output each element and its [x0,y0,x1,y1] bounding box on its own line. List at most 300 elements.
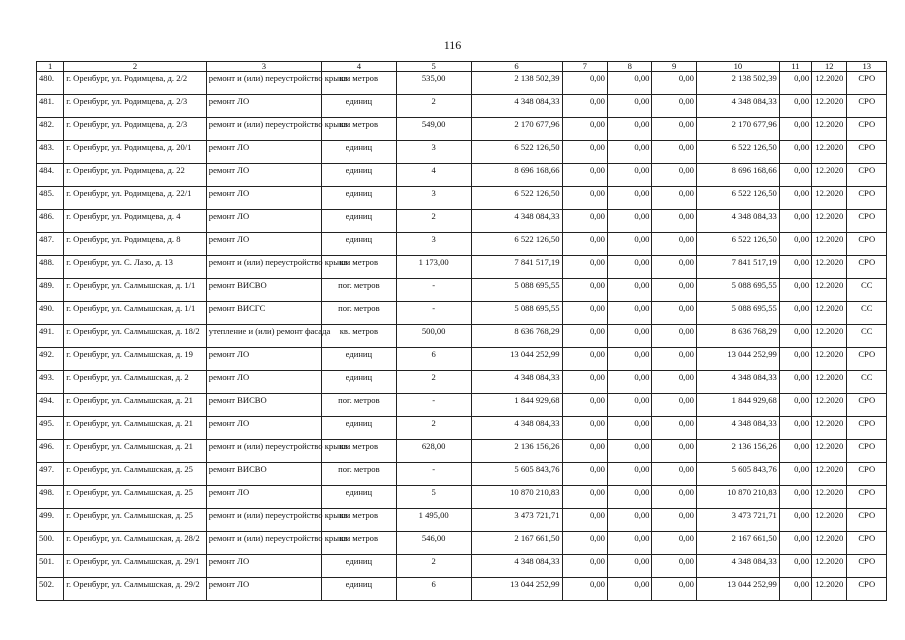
cell-cost-other: 0,00 [779,486,811,509]
cell-method: СРО [847,532,887,555]
cell-cost-other: 0,00 [779,210,811,233]
cell-cost-budget-2: 0,00 [652,279,696,302]
cell-unit: единиц [322,187,397,210]
cell-deadline: 12.2020 [812,578,847,601]
cell-deadline: 12.2020 [812,348,847,371]
cell-row-number: 483. [37,141,64,164]
cell-row-number: 495. [37,417,64,440]
cell-address: г. Оренбург, ул. Салмышская, д. 25 [64,509,207,532]
cell-cost-budget-2: 0,00 [652,463,696,486]
cell-cost-budget-1: 0,00 [607,532,651,555]
cell-work-type: ремонт ВИСВО [206,394,321,417]
cell-row-number: 484. [37,164,64,187]
cell-cost-budget-2: 0,00 [652,118,696,141]
cell-total-cost: 6 522 126,50 [471,187,562,210]
cell-quantity: 2 [396,371,471,394]
cell-quantity: 535,00 [396,72,471,95]
cell-row-number: 500. [37,532,64,555]
cell-cost-other: 0,00 [779,95,811,118]
cell-cost-budget-1: 0,00 [607,486,651,509]
data-table [36,61,887,601]
cell-work-type: ремонт ЛО [206,164,321,187]
cell-deadline: 12.2020 [812,233,847,256]
cell-quantity: 6 [396,578,471,601]
cell-row-number: 481. [37,95,64,118]
cell-cost-fund: 0,00 [562,118,607,141]
cell-cost-fund: 0,00 [562,95,607,118]
cell-total-cost: 4 348 084,33 [471,417,562,440]
cell-work-type: ремонт ЛО [206,233,321,256]
cell-cost-owners: 2 170 677,96 [696,118,779,141]
cell-row-number: 501. [37,555,64,578]
cell-address: г. Оренбург, ул. Салмышская, д. 21 [64,417,207,440]
cell-cost-fund: 0,00 [562,348,607,371]
cell-cost-budget-1: 0,00 [607,141,651,164]
cell-cost-fund: 0,00 [562,302,607,325]
cell-total-cost: 4 348 084,33 [471,371,562,394]
cell-total-cost: 1 844 929,68 [471,394,562,417]
cell-quantity: 546,00 [396,532,471,555]
cell-cost-owners: 6 522 126,50 [696,187,779,210]
table-row [37,279,887,302]
cell-cost-other: 0,00 [779,164,811,187]
cell-address: г. Оренбург, ул. Салмышская, д. 28/2 [64,532,207,555]
column-header-4: 4 [322,62,397,72]
cell-cost-budget-1: 0,00 [607,578,651,601]
cell-work-type: ремонт ВИСВО [206,463,321,486]
cell-unit: пог. метров [322,279,397,302]
cell-unit: единиц [322,95,397,118]
cell-method: СРО [847,486,887,509]
cell-unit: кв. метров [322,532,397,555]
cell-cost-owners: 7 841 517,19 [696,256,779,279]
cell-cost-other: 0,00 [779,578,811,601]
cell-total-cost: 2 138 502,39 [471,72,562,95]
cell-work-type: ремонт ЛО [206,578,321,601]
cell-method: СС [847,302,887,325]
cell-cost-owners: 2 136 156,26 [696,440,779,463]
cell-cost-owners: 10 870 210,83 [696,486,779,509]
cell-row-number: 491. [37,325,64,348]
cell-method: СРО [847,141,887,164]
cell-quantity: 5 [396,486,471,509]
cell-cost-owners: 4 348 084,33 [696,555,779,578]
cell-quantity: 6 [396,348,471,371]
cell-cost-owners: 3 473 721,71 [696,509,779,532]
cell-cost-budget-1: 0,00 [607,233,651,256]
cell-total-cost: 7 841 517,19 [471,256,562,279]
cell-work-type: ремонт ЛО [206,348,321,371]
cell-unit: кв. метров [322,509,397,532]
cell-cost-fund: 0,00 [562,72,607,95]
cell-total-cost: 4 348 084,33 [471,210,562,233]
cell-cost-budget-1: 0,00 [607,463,651,486]
cell-quantity: 2 [396,95,471,118]
column-header-7: 7 [562,62,607,72]
cell-cost-owners: 8 636 768,29 [696,325,779,348]
cell-cost-fund: 0,00 [562,187,607,210]
column-header-2: 2 [64,62,207,72]
cell-address: г. Оренбург, ул. Салмышская, д. 18/2 [64,325,207,348]
page-number: 116 [443,38,462,52]
cell-cost-owners: 5 605 843,76 [696,463,779,486]
cell-quantity: 3 [396,141,471,164]
cell-cost-other: 0,00 [779,256,811,279]
cell-cost-budget-2: 0,00 [652,325,696,348]
cell-work-type: ремонт ВИСВО [206,279,321,302]
cell-cost-budget-1: 0,00 [607,555,651,578]
column-header-3: 3 [206,62,321,72]
table-row [37,118,887,141]
cell-cost-owners: 2 167 661,50 [696,532,779,555]
cell-cost-other: 0,00 [779,532,811,555]
cell-unit: единиц [322,486,397,509]
table-row [37,187,887,210]
cell-cost-fund: 0,00 [562,141,607,164]
cell-quantity: 3 [396,233,471,256]
cell-unit: пог. метров [322,463,397,486]
cell-address: г. Оренбург, ул. Родимцева, д. 20/1 [64,141,207,164]
cell-work-type: ремонт ЛО [206,555,321,578]
cell-row-number: 498. [37,486,64,509]
cell-deadline: 12.2020 [812,417,847,440]
cell-cost-owners: 1 844 929,68 [696,394,779,417]
cell-cost-owners: 13 044 252,99 [696,348,779,371]
cell-row-number: 487. [37,233,64,256]
cell-cost-fund: 0,00 [562,233,607,256]
cell-cost-other: 0,00 [779,118,811,141]
cell-work-type: ремонт и (или) переустройство крыши [206,72,321,95]
cell-work-type: ремонт ЛО [206,486,321,509]
cell-deadline: 12.2020 [812,187,847,210]
cell-unit: кв. метров [322,256,397,279]
cell-deadline: 12.2020 [812,394,847,417]
cell-cost-fund: 0,00 [562,509,607,532]
cell-cost-budget-2: 0,00 [652,486,696,509]
cell-total-cost: 8 636 768,29 [471,325,562,348]
cell-address: г. Оренбург, ул. Салмышская, д. 29/1 [64,555,207,578]
cell-cost-other: 0,00 [779,187,811,210]
cell-cost-budget-2: 0,00 [652,95,696,118]
cell-quantity: 3 [396,187,471,210]
cell-cost-budget-2: 0,00 [652,532,696,555]
cell-row-number: 480. [37,72,64,95]
cell-cost-other: 0,00 [779,302,811,325]
cell-cost-budget-1: 0,00 [607,371,651,394]
cell-method: СРО [847,394,887,417]
cell-cost-other: 0,00 [779,509,811,532]
cell-cost-owners: 6 522 126,50 [696,233,779,256]
cell-total-cost: 13 044 252,99 [471,578,562,601]
cell-unit: единиц [322,578,397,601]
cell-cost-other: 0,00 [779,463,811,486]
cell-row-number: 502. [37,578,64,601]
cell-unit: кв. метров [322,440,397,463]
column-header-5: 5 [396,62,471,72]
table-row [37,95,887,118]
column-header-12: 12 [812,62,847,72]
column-header-1: 1 [37,62,64,72]
cell-address: г. Оренбург, ул. С. Лазо, д. 13 [64,256,207,279]
cell-cost-fund: 0,00 [562,417,607,440]
cell-address: г. Оренбург, ул. Салмышская, д. 25 [64,463,207,486]
cell-row-number: 488. [37,256,64,279]
cell-cost-owners: 4 348 084,33 [696,371,779,394]
table-row [37,440,887,463]
cell-deadline: 12.2020 [812,509,847,532]
cell-address: г. Оренбург, ул. Родимцева, д. 22 [64,164,207,187]
column-header-6: 6 [471,62,562,72]
table-row [37,578,887,601]
cell-unit: единиц [322,555,397,578]
cell-quantity: 2 [396,555,471,578]
cell-cost-budget-1: 0,00 [607,417,651,440]
cell-work-type: ремонт ЛО [206,187,321,210]
table-row [37,141,887,164]
cell-row-number: 485. [37,187,64,210]
cell-total-cost: 2 170 677,96 [471,118,562,141]
cell-work-type: ремонт и (или) переустройство крыши [206,532,321,555]
cell-deadline: 12.2020 [812,141,847,164]
table-row [37,164,887,187]
cell-total-cost: 5 605 843,76 [471,463,562,486]
table-row [37,256,887,279]
cell-work-type: ремонт и (или) переустройство крыши [206,440,321,463]
cell-cost-owners: 8 696 168,66 [696,164,779,187]
cell-cost-budget-2: 0,00 [652,509,696,532]
cell-cost-owners: 2 138 502,39 [696,72,779,95]
cell-unit: единиц [322,348,397,371]
cell-total-cost: 2 136 156,26 [471,440,562,463]
cell-cost-fund: 0,00 [562,325,607,348]
cell-method: СС [847,279,887,302]
cell-method: СС [847,325,887,348]
cell-address: г. Оренбург, ул. Родимцева, д. 2/2 [64,72,207,95]
cell-quantity: 4 [396,164,471,187]
table-row [37,325,887,348]
table-row [37,532,887,555]
cell-row-number: 486. [37,210,64,233]
cell-method: СРО [847,509,887,532]
cell-work-type: ремонт и (или) переустройство крыши [206,256,321,279]
table-row [37,463,887,486]
cell-cost-fund: 0,00 [562,463,607,486]
cell-deadline: 12.2020 [812,210,847,233]
table-row [37,486,887,509]
cell-deadline: 12.2020 [812,164,847,187]
table-row [37,509,887,532]
cell-method: СРО [847,417,887,440]
cell-cost-budget-2: 0,00 [652,417,696,440]
cell-cost-fund: 0,00 [562,394,607,417]
cell-deadline: 12.2020 [812,463,847,486]
cell-cost-other: 0,00 [779,141,811,164]
table-row [37,371,887,394]
cell-work-type: ремонт ЛО [206,417,321,440]
cell-cost-budget-1: 0,00 [607,279,651,302]
cell-unit: пог. метров [322,394,397,417]
cell-cost-other: 0,00 [779,440,811,463]
cell-cost-budget-1: 0,00 [607,440,651,463]
cell-cost-budget-1: 0,00 [607,325,651,348]
cell-cost-budget-2: 0,00 [652,256,696,279]
cell-cost-other: 0,00 [779,72,811,95]
cell-cost-budget-2: 0,00 [652,210,696,233]
table-row [37,210,887,233]
cell-address: г. Оренбург, ул. Родимцева, д. 4 [64,210,207,233]
cell-total-cost: 6 522 126,50 [471,141,562,164]
cell-cost-other: 0,00 [779,233,811,256]
table-row [37,233,887,256]
cell-cost-budget-1: 0,00 [607,302,651,325]
cell-quantity: 628,00 [396,440,471,463]
cell-deadline: 12.2020 [812,302,847,325]
cell-deadline: 12.2020 [812,371,847,394]
cell-cost-fund: 0,00 [562,578,607,601]
header-row [37,62,887,72]
cell-deadline: 12.2020 [812,486,847,509]
cell-cost-fund: 0,00 [562,256,607,279]
cell-cost-other: 0,00 [779,348,811,371]
cell-cost-budget-2: 0,00 [652,164,696,187]
cell-address: г. Оренбург, ул. Родимцева, д. 22/1 [64,187,207,210]
cell-method: СРО [847,118,887,141]
column-header-8: 8 [607,62,651,72]
cell-method: СРО [847,72,887,95]
cell-cost-budget-2: 0,00 [652,233,696,256]
cell-quantity: 549,00 [396,118,471,141]
cell-quantity: - [396,463,471,486]
cell-cost-owners: 6 522 126,50 [696,141,779,164]
cell-total-cost: 13 044 252,99 [471,348,562,371]
cell-unit: кв. метров [322,118,397,141]
cell-method: СС [847,371,887,394]
cell-cost-owners: 4 348 084,33 [696,95,779,118]
cell-cost-owners: 4 348 084,33 [696,210,779,233]
cell-cost-budget-2: 0,00 [652,555,696,578]
cell-deadline: 12.2020 [812,279,847,302]
cell-method: СРО [847,210,887,233]
cell-work-type: ремонт ЛО [206,210,321,233]
column-header-11: 11 [779,62,811,72]
cell-total-cost: 6 522 126,50 [471,233,562,256]
cell-cost-budget-1: 0,00 [607,348,651,371]
cell-unit: единиц [322,371,397,394]
cell-quantity: 1 495,00 [396,509,471,532]
cell-deadline: 12.2020 [812,118,847,141]
cell-cost-budget-1: 0,00 [607,509,651,532]
table-body [37,72,887,601]
cell-total-cost: 10 870 210,83 [471,486,562,509]
column-header-9: 9 [652,62,696,72]
cell-quantity: - [396,394,471,417]
cell-row-number: 490. [37,302,64,325]
cell-method: СРО [847,187,887,210]
cell-cost-owners: 5 088 695,55 [696,302,779,325]
cell-cost-budget-2: 0,00 [652,578,696,601]
cell-cost-budget-1: 0,00 [607,187,651,210]
cell-address: г. Оренбург, ул. Салмышская, д. 2 [64,371,207,394]
cell-deadline: 12.2020 [812,95,847,118]
cell-method: СРО [847,256,887,279]
cell-deadline: 12.2020 [812,325,847,348]
cell-cost-budget-1: 0,00 [607,164,651,187]
cell-method: СРО [847,233,887,256]
cell-cost-owners: 5 088 695,55 [696,279,779,302]
cell-total-cost: 2 167 661,50 [471,532,562,555]
cell-quantity: - [396,302,471,325]
cell-cost-fund: 0,00 [562,555,607,578]
cell-cost-fund: 0,00 [562,164,607,187]
cell-deadline: 12.2020 [812,256,847,279]
table-row [37,555,887,578]
cell-cost-budget-2: 0,00 [652,187,696,210]
cell-work-type: ремонт ЛО [206,141,321,164]
cell-work-type: ремонт и (или) переустройство крыши [206,509,321,532]
cell-unit: пог. метров [322,302,397,325]
column-header-13: 13 [847,62,887,72]
cell-cost-budget-2: 0,00 [652,141,696,164]
cell-cost-budget-2: 0,00 [652,72,696,95]
cell-cost-fund: 0,00 [562,371,607,394]
cell-cost-fund: 0,00 [562,440,607,463]
cell-cost-budget-1: 0,00 [607,210,651,233]
cell-row-number: 497. [37,463,64,486]
cell-unit: кв. метров [322,325,397,348]
cell-work-type: ремонт ЛО [206,95,321,118]
cell-work-type: ремонт ЛО [206,371,321,394]
cell-cost-fund: 0,00 [562,486,607,509]
cell-total-cost: 5 088 695,55 [471,279,562,302]
cell-cost-fund: 0,00 [562,210,607,233]
cell-method: СРО [847,555,887,578]
table-row [37,72,887,95]
cell-row-number: 492. [37,348,64,371]
cell-address: г. Оренбург, ул. Салмышская, д. 21 [64,440,207,463]
cell-deadline: 12.2020 [812,440,847,463]
table-row [37,417,887,440]
cell-unit: единиц [322,141,397,164]
cell-row-number: 499. [37,509,64,532]
cell-address: г. Оренбург, ул. Родимцева, д. 2/3 [64,118,207,141]
cell-cost-budget-1: 0,00 [607,72,651,95]
cell-total-cost: 3 473 721,71 [471,509,562,532]
cell-deadline: 12.2020 [812,72,847,95]
cell-cost-budget-1: 0,00 [607,95,651,118]
cell-total-cost: 8 696 168,66 [471,164,562,187]
cell-address: г. Оренбург, ул. Салмышская, д. 1/1 [64,302,207,325]
cell-cost-other: 0,00 [779,555,811,578]
cell-cost-other: 0,00 [779,325,811,348]
cell-cost-owners: 4 348 084,33 [696,417,779,440]
cell-method: СРО [847,463,887,486]
cell-unit: единиц [322,164,397,187]
cell-work-type: ремонт ВИСГС [206,302,321,325]
cell-cost-budget-2: 0,00 [652,440,696,463]
cell-unit: единиц [322,210,397,233]
cell-quantity: 2 [396,210,471,233]
cell-unit: единиц [322,233,397,256]
table-row [37,302,887,325]
cell-row-number: 482. [37,118,64,141]
cell-work-type: утепление и (или) ремонт фасада [206,325,321,348]
cell-method: СРО [847,578,887,601]
cell-address: г. Оренбург, ул. Родимцева, д. 2/3 [64,95,207,118]
cell-row-number: 494. [37,394,64,417]
cell-cost-budget-2: 0,00 [652,371,696,394]
cell-method: СРО [847,164,887,187]
cell-address: г. Оренбург, ул. Родимцева, д. 8 [64,233,207,256]
